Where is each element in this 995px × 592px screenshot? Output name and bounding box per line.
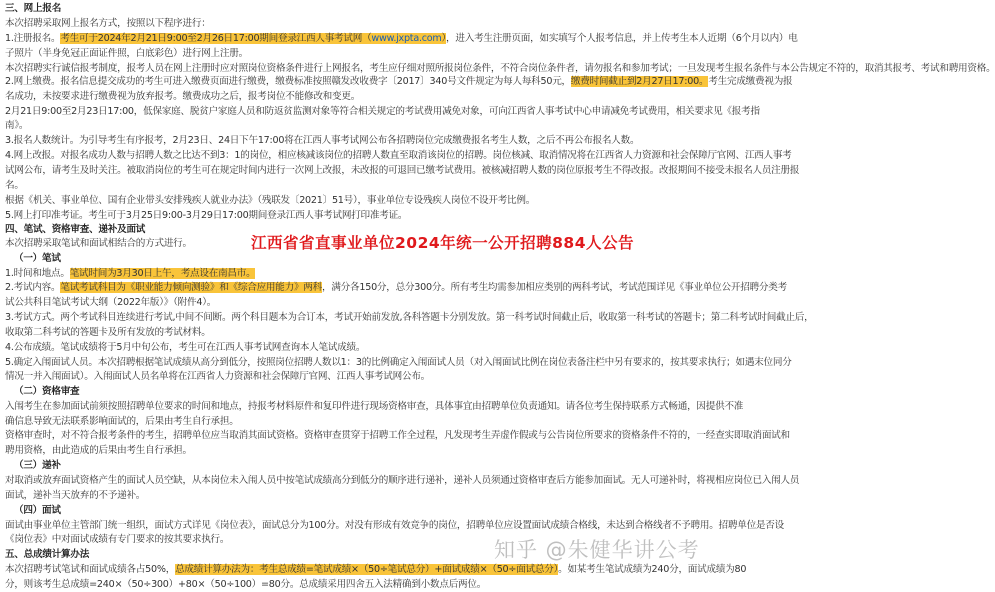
- text-line: [5, 340, 716, 355]
- text-line: [5, 399, 744, 414]
- text-segment: 2月21日9:00至2月23日17:00，低保家庭、脱贫户家庭人员和防返贫监测对象等符合相关规定的考试费用减免对象，可向江西省人事考试中心申请减免考试费用，相关要求见《报考指: [5, 106, 760, 117]
- text-segment: 1.注册报名。: [5, 33, 61, 44]
- text-segment: 2.考试内容。: [5, 282, 61, 293]
- text-segment: 本次招聘实行诚信报考制度，报考人员在网上注册时应对照岗位资格条件进行上网报名，考生应仔细对照所报岗位条件，不符合岗位条件者，请勿报名和参加考试；一旦发现考生报名条件与本公告规定不符的，取消其报考、考试和聘用资格。: [5, 63, 995, 74]
- text-segment: 分，则该考生总成绩=240×（50÷300）+80×（50÷100）=80分。总成绩采用四舍五入法精确到小数点后两位。: [5, 579, 487, 591]
- text-segment: （四）面试: [14, 505, 61, 516]
- text-segment: 四、笔试、资格审查、递补及面试: [5, 224, 146, 235]
- highlighted-text: 总成绩计算办法为：考生总成绩=笔试成绩×（50÷笔试总分）+面试成绩×（50÷面试总分）: [175, 564, 559, 575]
- text-line: [5, 208, 716, 223]
- text-segment: 2.网上缴费。报名信息提交成功的考生可进入缴费页面进行缴费，缴费标准按照赣发改收费字〔2017〕340号文件规定为每人每科50元，: [5, 76, 571, 87]
- section-heading: [14, 384, 716, 399]
- text-line: [5, 577, 716, 592]
- text-segment: 4.网上改报。对报名成功人数与招聘人数之比达不到3：1的岗位，相应核减该岗位的招聘人数直至取消该岗位的招聘。岗位核减、取消情况将在江西省人力资源和社会保障厅官网、江西人事考: [5, 150, 792, 161]
- highlighted-text: 笔试时间为3月30日上午，考点设在南昌市。: [69, 268, 256, 279]
- text-segment: 考生完成缴费视为报: [708, 76, 793, 87]
- text-line: [5, 16, 716, 31]
- text-segment: （二）资格审查: [14, 386, 80, 397]
- text-segment: 三、网上报名: [5, 3, 62, 14]
- text-line: [5, 266, 716, 281]
- highlighted-text: ）: [441, 33, 447, 44]
- text-line: [5, 295, 716, 310]
- text-line: [5, 89, 716, 104]
- highlighted-text: 考生可于2024年2月21日9:00至2月26日17:00期间登录江西人事考试网（: [60, 33, 372, 44]
- text-line: [5, 369, 716, 384]
- text-line: [5, 46, 716, 61]
- text-segment: 子照片（半身免冠正面证件照，白底彩色）进行网上注册。: [5, 48, 248, 59]
- text-segment: 五、总成绩计算办法: [5, 549, 90, 560]
- text-line: [5, 280, 787, 295]
- text-segment: 4.公布成绩。笔试成绩将于5月中旬公布，考生可在江西人事考试网查询本人笔试成绩。: [5, 342, 366, 353]
- watermark: 知乎 @朱健华讲公考: [494, 538, 700, 562]
- text-segment: 收取第二科考试的答题卡及所有发放的考试材料。: [5, 327, 211, 338]
- text-segment: 3.考试方式。两个考试科目连续进行考试,中间不间断。两个科目题本为合订本，考试开始前发放,各科答题卡分别发放。第一科考试时间截止后，收取第一科考试的答题卡；第二科考试时间截止后，: [5, 312, 814, 323]
- text-line: [5, 163, 800, 178]
- text-line: [5, 148, 792, 163]
- text-line: [5, 193, 716, 208]
- text-segment: 。如某考生笔试成绩为240分，面试成绩为80: [558, 564, 747, 575]
- text-segment: 名。: [5, 180, 24, 191]
- text-segment: 5.确定入闱面试人员。本次招聘根据笔试成绩从高分到低分，按照岗位招聘人数以1：3的比例确定入闱面试人员（对入闱面试比例在岗位表备注栏中另有要求的，按其要求执行；如遇末位同分: [5, 357, 792, 368]
- text-segment: ，满分各150分，总分300分。所有考生均需参加相应类别的两科考试，考试范围详见《事业单位公开招聘分类考: [322, 282, 787, 293]
- text-line: [5, 473, 800, 488]
- text-line: [5, 325, 716, 340]
- highlighted-text: 笔试考试科目为《职业能力倾向测验》和《综合应用能力》两科: [60, 282, 322, 293]
- text-segment: 对取消或放弃面试资格产生的面试人员空缺，从本岗位未入闱人员中按笔试成绩高分到低分的顺序进行递补，递补人员须通过资格审查后方能参加面试。无人可递补时，将视相应岗位已入闱人员: [5, 475, 800, 486]
- section-heading: [5, 1, 716, 16]
- text-segment: 南》。: [5, 120, 29, 131]
- text-segment: （一）笔试: [14, 253, 61, 264]
- section-heading: [14, 458, 716, 473]
- website-link[interactable]: www.jxpta.com: [371, 33, 442, 44]
- section-heading: [14, 503, 716, 518]
- text-segment: 聘用资格，由此造成的后果由考生自行承担。: [5, 445, 192, 456]
- text-line: [5, 31, 798, 46]
- text-line: [5, 488, 716, 503]
- text-segment: 试公共科目笔试考试大纲（2022年版）》（附件4）。: [5, 297, 217, 308]
- text-line: [5, 310, 814, 325]
- text-segment: 试网公布，请考生及时关注。被取消岗位的考生可在规定时间内进行一次网上改报，未改报的可退回已缴考试费用。被核减招聘人数的岗位原报考生不得改报。改报期间不接受未报名人员注册报: [5, 165, 800, 176]
- text-segment: 本次招聘采取网上报名方式，按照以下程序进行：: [5, 18, 211, 29]
- text-segment: 确信息导致无法联系影响面试的，后果由考生自行承担。: [5, 416, 239, 427]
- text-segment: 情况一并入闱面试）。入闱面试人员名单将在江西省人力资源和社会保障厅官网、江西人事考试网公布。: [5, 371, 431, 382]
- text-segment: 入闱考生在参加面试前须按照招聘单位要求的时间和地点，持报考材料原件和复印件进行现场资格审查，具体事宜由招聘单位负责通知。请各位考生保持联系方式畅通，因提供不准: [5, 401, 744, 412]
- overlay-title: 江西省省直事业单位2024年统一公开招聘884人公告: [251, 234, 634, 252]
- text-line: [5, 355, 792, 370]
- text-segment: ，进入考生注册页面，如实填写个人报考信息，并上传考生本人近期（6个月以内）电: [446, 33, 798, 44]
- text-line: [5, 518, 784, 533]
- text-segment: 根据《机关、事业单位、国有企业带头安排残疾人就业办法》（残联发〔2021〕51号），事业单位专设残疾人岗位不设开考比例。: [5, 195, 536, 206]
- text-segment: 3.报名人数统计。为引导考生有序报考，2月23日、24日下午17:00将在江西人事考试网公布各招聘岗位完成缴费报名考生人数，之后不再公布报名人数。: [5, 135, 640, 146]
- text-segment: 名成功，未按要求进行缴费视为放弃报考。缴费成功之后，报考岗位不能修改和变更。: [5, 91, 361, 102]
- text-line: [5, 133, 716, 148]
- text-segment: 本次招聘采取笔试和面试相结合的方式进行。: [5, 238, 192, 249]
- text-line: [5, 104, 760, 119]
- highlighted-text: 缴费时间截止到2月27日17:00。: [570, 76, 709, 87]
- text-segment: （三）递补: [14, 460, 61, 471]
- text-line: [5, 562, 747, 577]
- text-segment: 面试，递补当天放弃的不予递补。: [5, 490, 146, 501]
- text-segment: 5.网上打印准考证。考生可于3月25日9:00-3月29日17:00期间登录江西人事考试网打印准考证。: [5, 210, 408, 221]
- text-line: [5, 118, 716, 133]
- text-line: [5, 74, 793, 89]
- text-segment: 《岗位表》中对面试成绩有专门要求的按其要求执行。: [5, 534, 230, 545]
- section-heading: [14, 251, 716, 266]
- text-segment: 资格审查时，对不符合报考条件的考生，招聘单位应当取消其面试资格。资格审查贯穿于招聘工作全过程，凡发现考生弄虚作假或与公告岗位所要求的资格条件不符的，一经查实即取消面试和: [5, 430, 790, 441]
- text-segment: 面试由事业单位主管部门统一组织，面试方式详见《岗位表》，面试总分为100分。对没有形成有效竞争的岗位，招聘单位应设置面试成绩合格线，未达到合格线者不予聘用。招聘单位是否设: [5, 520, 784, 531]
- text-line: [5, 414, 716, 429]
- text-segment: 本次招聘考试笔试和面试成绩各占50%，: [5, 564, 176, 575]
- text-segment: 1.时间和地点。: [5, 268, 70, 279]
- text-line: [5, 443, 716, 458]
- text-line: [5, 178, 716, 193]
- text-line: [5, 428, 790, 443]
